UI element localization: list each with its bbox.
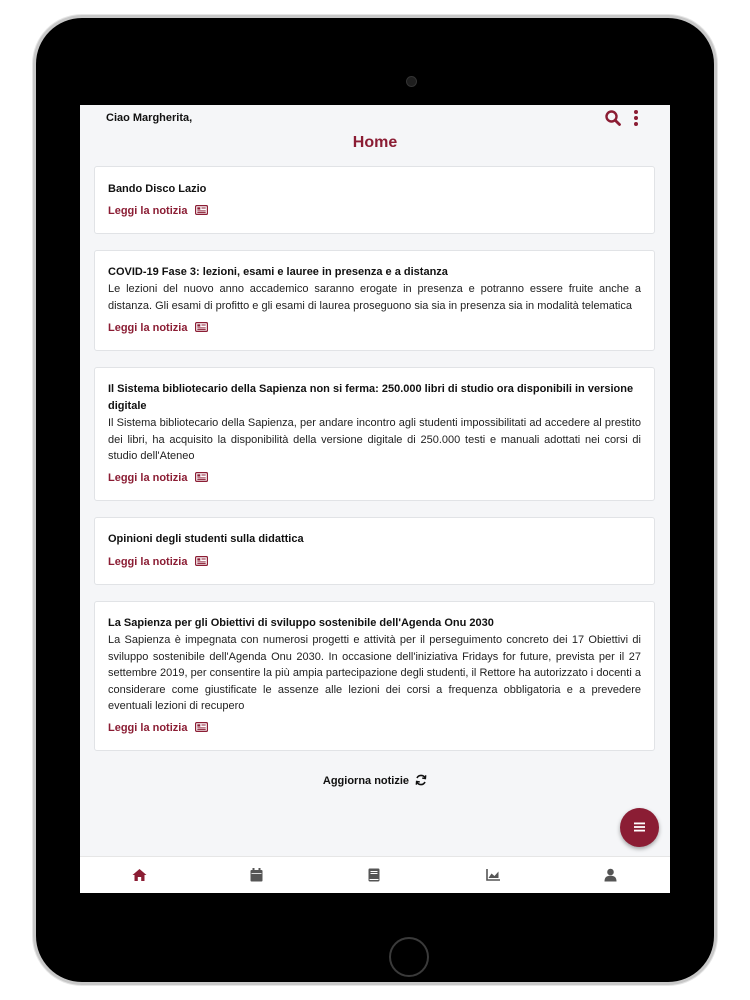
news-title: Il Sistema bibliotecario della Sapienza non si ferma: 250.000 libri di studio ora disponibili in versione digitale (108, 383, 634, 412)
newspaper-icon (195, 205, 208, 215)
refresh-news-button[interactable] (80, 774, 670, 787)
newspaper-icon (195, 322, 208, 332)
news-title: Bando Disco Lazio (108, 183, 207, 195)
news-title: La Sapienza per gli Obiettivi di sviluppo sostenibile dell'Agenda Onu 2030 (108, 617, 494, 629)
news-card (94, 601, 655, 751)
news-title: COVID-19 Fase 3: lezioni, esami e lauree in presenza e a distanza (108, 266, 448, 278)
news-text: Il Sistema bibliotecario della Sapienza, per andare incontro agli studenti impossibilitati ad accedere al prestito dei libri, ha acquisito la disponibilità della versione digitale di 250.000 testi e manuali adottati nei corsi di studio dell'Ateneo (108, 417, 641, 462)
news-card (94, 250, 655, 351)
nav-statistics[interactable] (434, 857, 552, 893)
app-screen (80, 105, 670, 893)
more-vertical-icon[interactable] (629, 109, 643, 127)
read-news-link[interactable] (108, 472, 208, 484)
nav-books[interactable] (316, 857, 434, 893)
home-icon (132, 868, 147, 882)
read-news-label: Leggi la notizia (108, 556, 188, 568)
read-news-label: Leggi la notizia (108, 205, 188, 217)
menu-fab-button[interactable] (620, 808, 659, 847)
page-title: Home (352, 134, 398, 151)
top-bar (80, 105, 670, 167)
read-news-label: Leggi la notizia (108, 722, 188, 734)
home-hardware-button[interactable] (389, 937, 429, 977)
news-card (94, 517, 655, 585)
read-news-link[interactable] (108, 556, 208, 568)
book-icon (368, 868, 380, 882)
user-icon (604, 868, 617, 882)
calendar-icon (250, 868, 263, 882)
chart-icon (486, 868, 501, 881)
newspaper-icon (195, 722, 208, 732)
read-news-label: Leggi la notizia (108, 472, 188, 484)
news-title: Opinioni degli studenti sulla didattica (108, 533, 304, 545)
news-text: La Sapienza è impegnata con numerosi progetti e attività per il perseguimento concreto dei 17 Obiettivi di sviluppo sostenibile dell'Agenda Onu 2030. In occasione dell'iniziativa Fridays for future, prevista per il 27 settembre 2019, per consentire la più ampia partecipazione degli studenti, il Rettore ha autorizzato i docenti a considerare come giustificate le assenze alle lezioni dei corsi a frequenza obbligatoria e a prevedere eventuali lezioni di recupero (108, 634, 641, 712)
menu-icon (634, 822, 645, 832)
bottom-navigation (80, 856, 670, 893)
read-news-label: Leggi la notizia (108, 322, 188, 334)
greeting-text: Ciao Margherita, (106, 112, 193, 124)
newspaper-icon (195, 556, 208, 566)
newspaper-icon (195, 472, 208, 482)
news-card (94, 367, 655, 501)
search-icon[interactable] (604, 109, 622, 127)
news-card (94, 166, 655, 234)
camera-lens (406, 76, 417, 87)
read-news-link[interactable] (108, 205, 208, 217)
read-news-link[interactable] (108, 722, 208, 734)
refresh-icon (415, 774, 427, 786)
news-text: Le lezioni del nuovo anno accademico saranno erogate in presenza e potranno essere fruite anche a distanza. Gli esami di profitto e gli esami di laurea proseguono sia sia in presenza sia in modalità telematica (108, 283, 641, 312)
nav-calendar[interactable] (198, 857, 316, 893)
nav-home[interactable] (80, 857, 198, 893)
nav-profile[interactable] (552, 857, 670, 893)
refresh-news-label: Aggiorna notizie (322, 775, 410, 787)
read-news-link[interactable] (108, 322, 208, 334)
